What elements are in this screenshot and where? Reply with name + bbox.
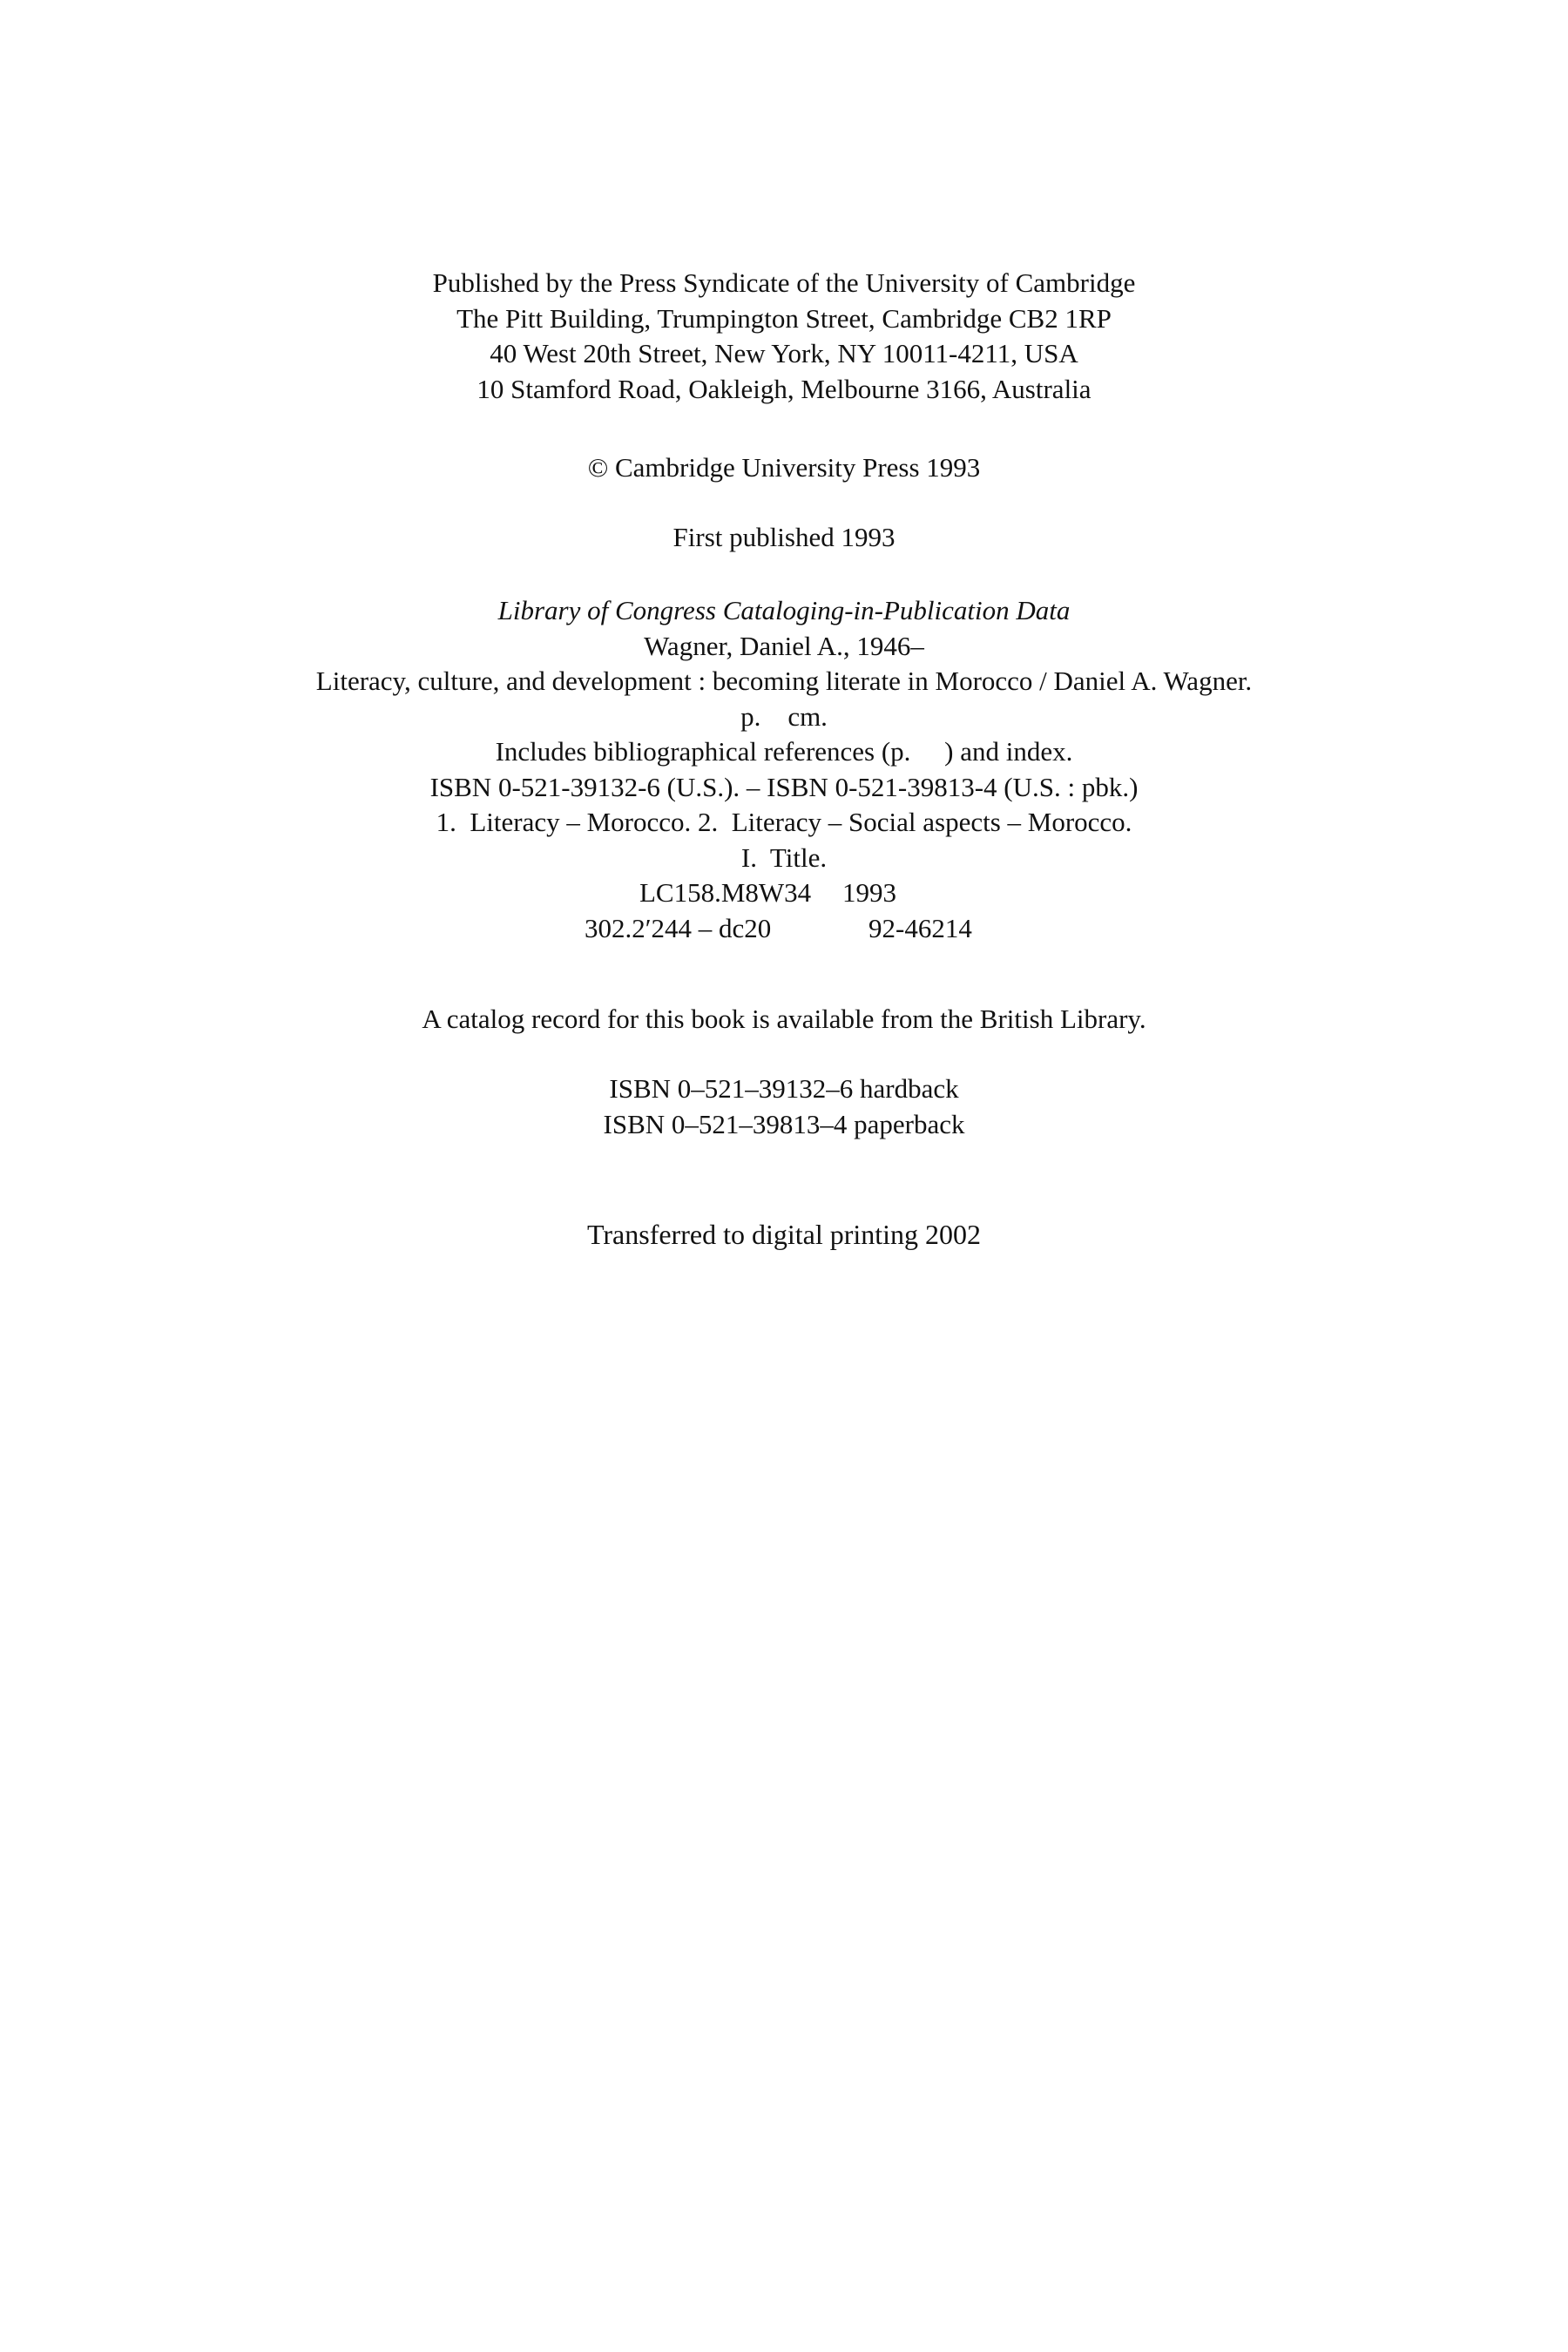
isbn-line: ISBN 0–521–39813–4 paperback — [603, 1108, 965, 1139]
copyright-notice — [0, 450, 1568, 486]
cip-line: Literacy, culture, and development : becoming literate in Morocco / Daniel A. Wagner. — [315, 666, 1253, 696]
call-number: LC158.M8W34 — [639, 877, 812, 908]
first-published — [0, 520, 1568, 556]
cip-line: I. Title. — [740, 841, 828, 873]
digital-printing-line: Transferred to digital printing 2002 — [586, 1219, 982, 1250]
cip-line: Includes bibliographical references (p. ) and index. — [495, 736, 1073, 767]
cip-line: 1. Literacy – Morocco. 2. Literacy – Social aspects – Morocco. — [436, 807, 1132, 837]
cip-line: p. cm. — [740, 700, 828, 732]
copyright-line: © Cambridge University Press 1993 — [587, 452, 981, 483]
first-published-line: First published 1993 — [672, 522, 896, 552]
british-library-line: A catalog record for this book is available from the British Library. — [422, 1004, 1146, 1034]
isbn-line: ISBN 0–521–39132–6 hardback — [609, 1073, 959, 1104]
digital-printing-note — [0, 1217, 1568, 1253]
cip-heading: Library of Congress Cataloging-in-Publication Data — [497, 595, 1071, 625]
british-library-note — [0, 1002, 1568, 1037]
publisher-line: 10 Stamford Road, Oakleigh, Melbourne 3166, Australia — [476, 373, 1092, 404]
publisher-line: 40 West 20th Street, New York, NY 10011-4211, USA — [490, 338, 1078, 368]
publisher-line: The Pitt Building, Trumpington Street, Cambridge CB2 1RP — [456, 302, 1112, 334]
publisher-block — [0, 266, 1568, 407]
cip-line: Wagner, Daniel A., 1946– — [644, 630, 924, 661]
cip-block — [0, 593, 1568, 946]
isbn-block — [0, 1071, 1568, 1142]
call-number-row — [0, 875, 1568, 911]
dewey-number: 302.2′244 – dc20 — [585, 912, 772, 943]
publisher-line: Published by the Press Syndicate of the University of Cambridge — [432, 267, 1136, 298]
cip-line: ISBN 0-521-39132-6 (U.S.). – ISBN 0-521-39813-4 (U.S. : pbk.) — [429, 771, 1139, 802]
classification-row — [0, 911, 1568, 947]
call-year: 1993 — [842, 877, 896, 908]
lccn: 92-46214 — [868, 912, 972, 943]
